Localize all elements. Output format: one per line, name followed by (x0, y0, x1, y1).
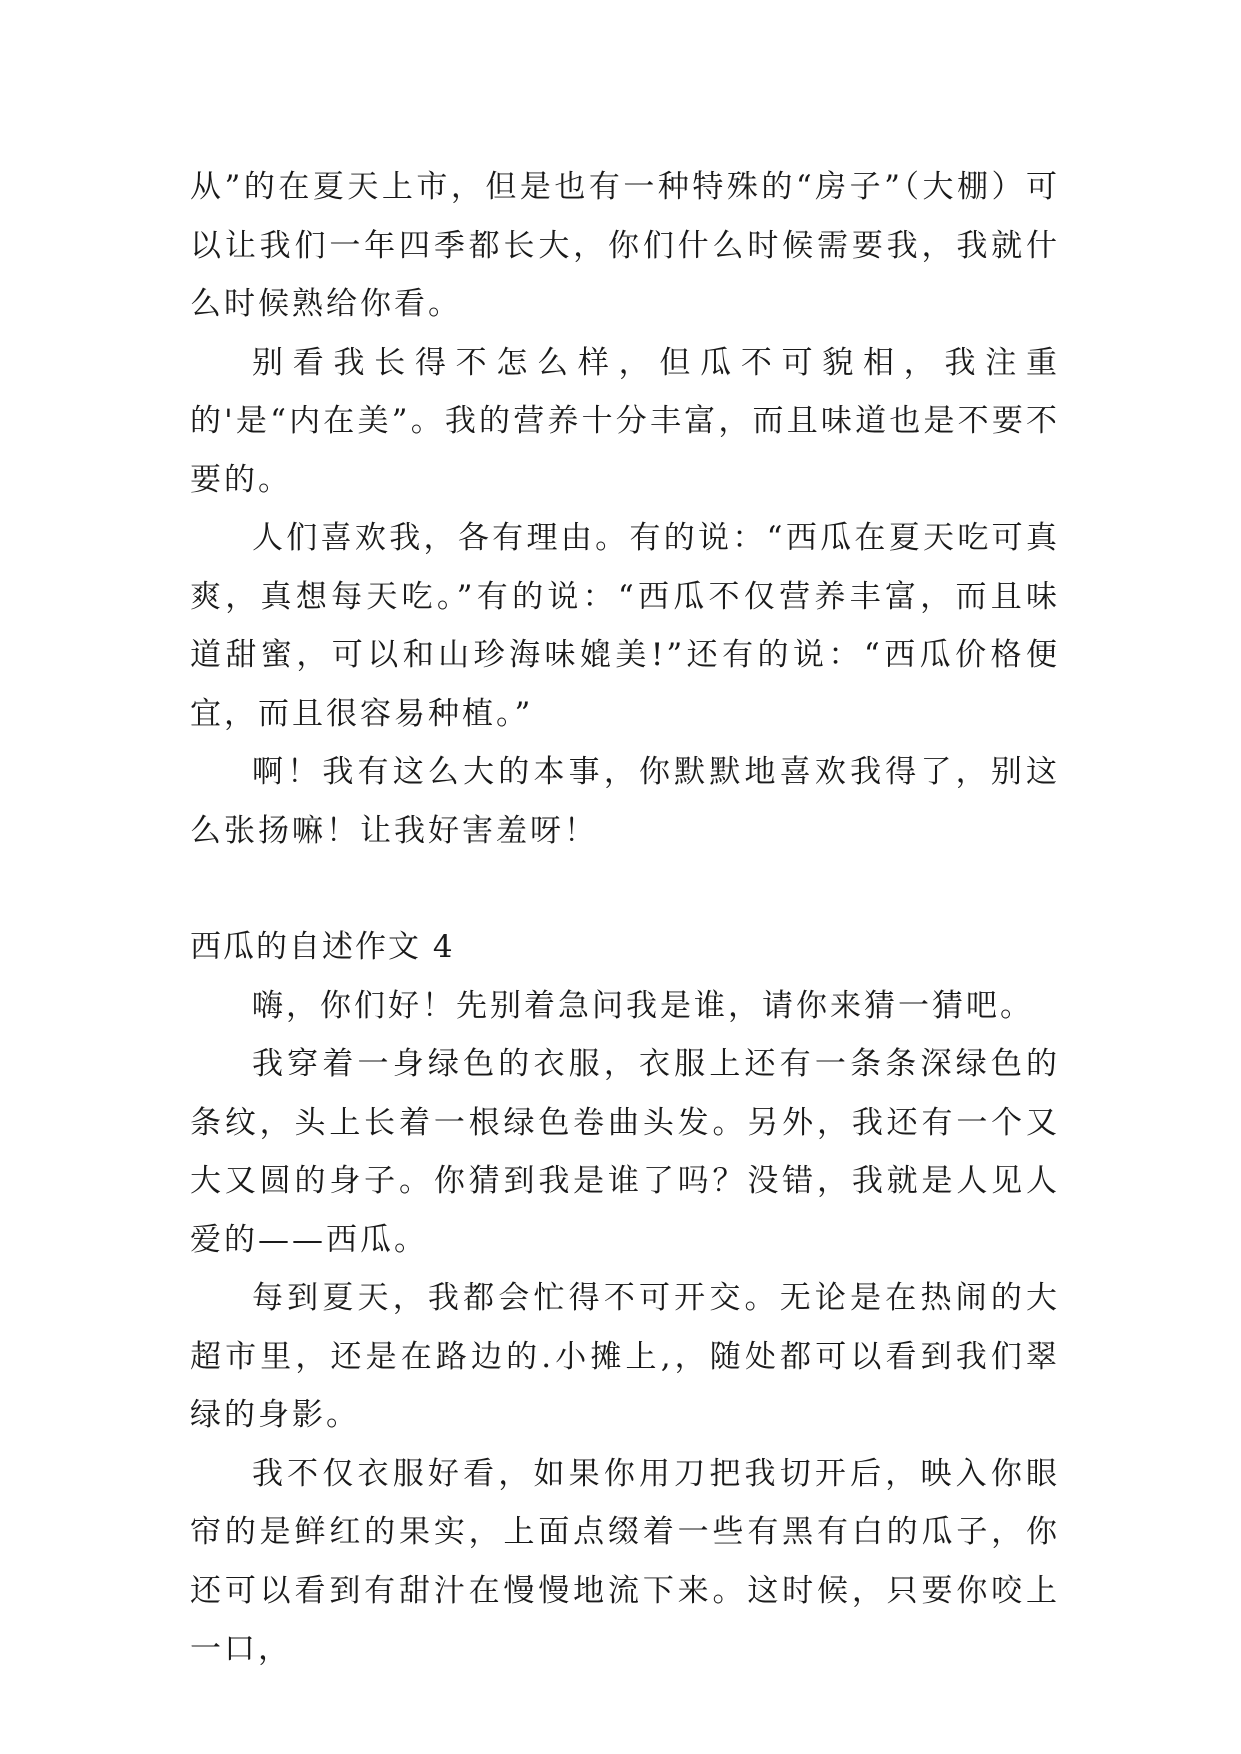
paragraph-inside: 我不仅衣服好看，如果你用刀把我切开后，映入你眼帘的是鲜红的果实，上面点缀着一些有黑有白的瓜子，你还可以看到有甜汁在慢慢地流下来。这时候，只要你咬上一口， (190, 1455, 1060, 1667)
paragraph-greeting: 嗨，你们好！先别着急问我是谁，请你来猜一猜吧。 (252, 987, 1034, 1024)
paragraph-shy: 啊！我有这么大的本事，你默默地喜欢我得了，别这么张扬嘛！让我好害羞呀！ (190, 754, 1060, 849)
section-heading: 西瓜的自述作文 4 (190, 929, 455, 965)
paragraph-continued: 从”的在夏天上市，但是也有一种特殊的“房子”（大棚）可以让我们一年四季都长大，你们什么时候需要我，我就什么时候熟给你看。 (190, 169, 1060, 322)
paragraph-inner-beauty: 别看我长得不怎么样，但瓜不可貌相，我注重的'是“内在美”。我的营养十分丰富，而且味道也是不要不要的。 (190, 344, 1060, 498)
paragraph-summer: 每到夏天，我都会忙得不可开交。无论是在热闹的大超市里，还是在路边的.小摊上,，随处都可以看到我们翠绿的身影。 (190, 1280, 1060, 1433)
document-body (190, 158, 1060, 1679)
paragraph-reasons: 人们喜欢我，各有理由。有的说：“西瓜在夏天吃可真爽，真想每天吃。”有的说：“西瓜不仅营养丰富，而且味道甜蜜，可以和山珍海味媲美!”还有的说：“西瓜价格便宜，而且很容易种植。” (190, 520, 1060, 732)
paragraph-appearance: 我穿着一身绿色的衣服，衣服上还有一条条深绿色的条纹，头上长着一根绿色卷曲头发。另外，我还有一个又大又圆的身子。你猜到我是谁了吗？没错，我就是人见人爱的——西瓜。 (190, 1046, 1060, 1258)
